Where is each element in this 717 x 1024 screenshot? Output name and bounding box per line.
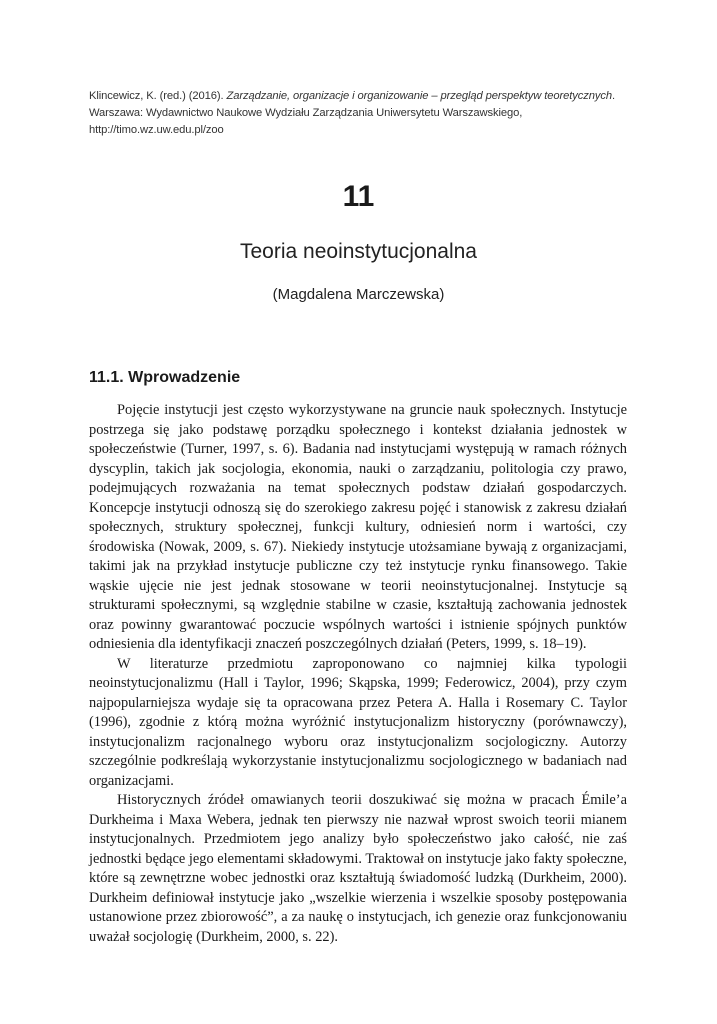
citation-header [89,88,629,139]
citation-publisher: . Warszawa: Wydawnictwo Naukowe Wydziału Zarządzania Uniwersytetu Warszawskiego, http://timo.wz.uw.edu.pl/zoo [89,90,615,136]
chapter-author: (Magdalena Marczewska) [272,286,445,303]
chapter-number: 11 [342,180,375,213]
paragraph: Pojęcie instytucji jest często wykorzystywane na gruncie nauk społecznych. Instytucje postrzega się jako podstawę porządku społecznego i kontekst działania jednostek w społeczeństwie (Turner, 1997, s. 6). Badania nad instytucjami występują w ramach różnych dyscyplin, takich jak socjologia, ekonomia, nauki o zarządzaniu, politologia czy prawo, podejmujących rozważania na temat społecznych podstaw działań gospodarczych. Koncepcje instytucji odnoszą się do szerokiego zakresu pojęć i stanowisk z zakresu działań społecznych, struktury społecznej, funkcji kultury, odniesień norm i wartości, czy środowiska (Nowak, 2009, s. 67). Niekiedy instytucje utożsamiane bywają z organizacjami, takimi jak na przykład instytucje publiczne czy też instytucje rynku finansowego. Takie wąskie ujęcie nie jest jednak stosowane w teorii neoinstytucjonalnej. Instytucje są strukturami społecznymi, są względnie stabilne w czasie, kształtują zachowania jednostek oraz powinny gwarantować poczucie wspólnych wartości i istnienie spójnych punktów odniesienia dla identyfikacji znaczeń poszczególnych działań (Peters, 1999, s. 18–19). [89,402,627,652]
citation-title: Zarządzanie, organizacje i organizowanie – przegląd perspektyw teoretycznych [226,90,612,102]
paragraph: Historycznych źródeł omawianych teorii doszukiwać się można w pracach Émile’a Durkheima i Maxa Webera, jednak ten pierwszy nie nazwał wprost swoich teorii mianem instytucjonalnych. Przedmiotem jego analizy było społeczeństwo jako całość, nie zaś jednostki będące jego elementami składowymi. Traktował on instytucje jako fakty społeczne, które są zewnętrzne wobec jednostki oraz kształtują świadomość ludzką (Durkheim, 2000). Durkheim definiował instytucje jako „wszelkie wierzenia i wszelkie sposoby postępowania ustanowione przez zbiorowość”, a za naukę o instytucjach, ich genezie oraz funkcjonowaniu uważał socjologię (Durkheim, 2000, s. 22). [89,792,627,945]
paragraph: W literaturze przedmiotu zaproponowano co najmniej kilka typologii neoinstytucjonalizmu (Hall i Taylor, 1996; Skąpska, 1999; Federowicz, 2004), przy czym najpopularniejsza wydaje się ta opracowana przez Petera A. Halla i Rosemary C. Taylor (1996), zgodnie z którą można wyróżnić instytucjonalizm historyczny (porównawczy), instytucjonalizm racjonalnego wyboru oraz instytucjonalizm socjologiczny. Autorzy szczególnie podkreślają wykorzystanie instytucjonalizmu socjologicznego w badaniach nad organizacjami. [89,655,627,789]
citation-authors: Klincewicz, K. (red.) (2016). [89,90,224,102]
chapter-title: Teoria neoinstytucjonalna [240,240,477,263]
body-text [89,401,627,947]
section-heading: 11.1. Wprowadzenie [89,369,241,386]
